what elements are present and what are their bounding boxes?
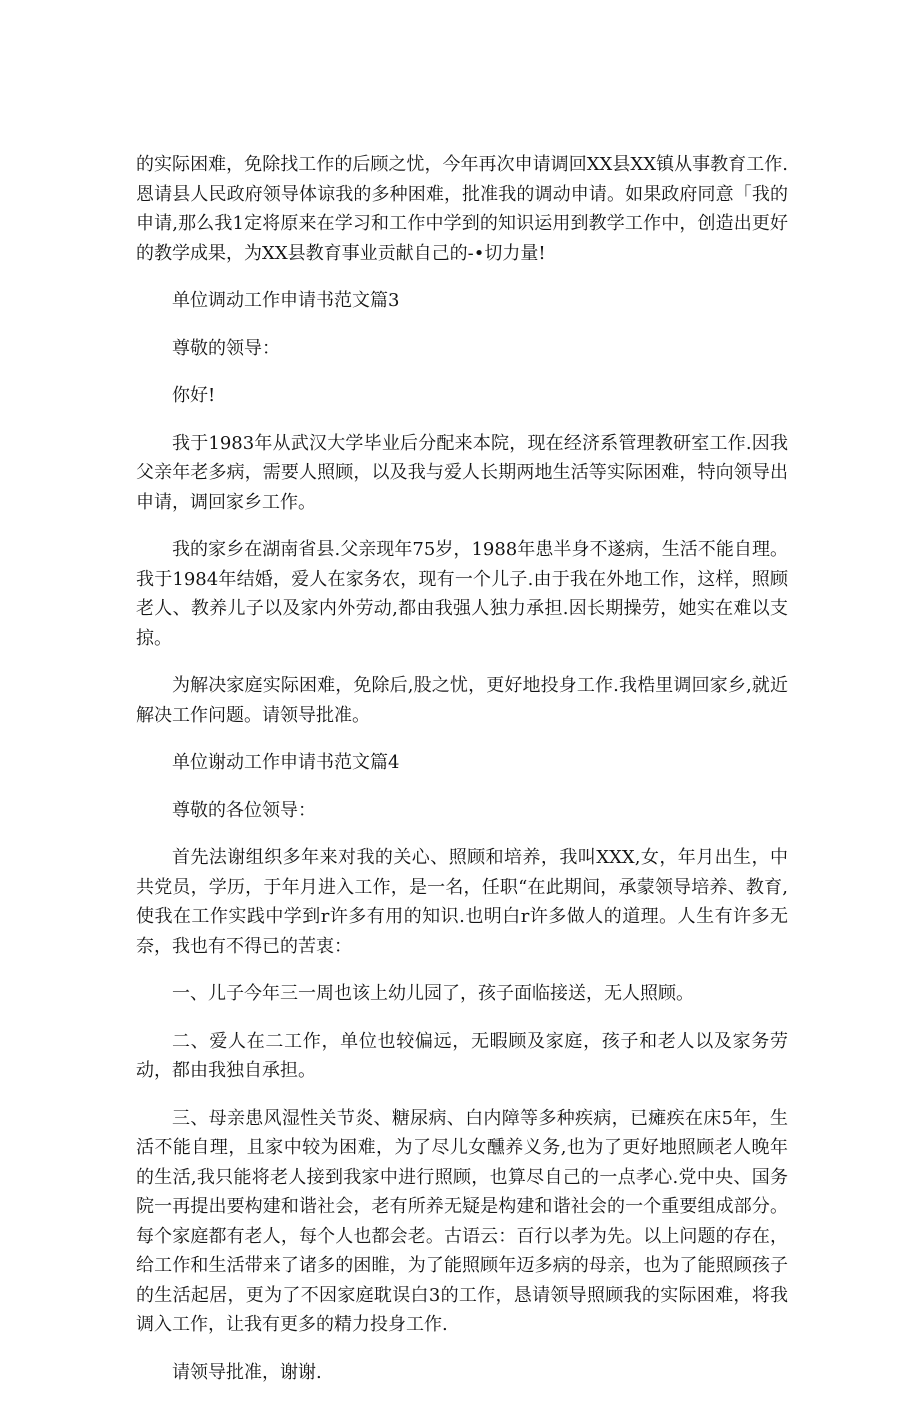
paragraph-request: 为解决家庭实际困难，免除后,股之忧，更好地投身工作.我梏里调回家乡,就近解决工作问题。请领导批准。 <box>136 675 788 726</box>
paragraph-background: 我于1983年从武汉大学毕业后分配来本院，现在经济系管理教研室工作.因我父亲年老多病，需要人照顾，以及我与爱人长期两地生活等实际困难，特向领导出申请，调回家乡工作。 <box>136 432 788 513</box>
list-item-3: 三、母亲患风湿性关节炎、糖尿病、白内障等多种疾病，已瘫疾在床5年，生活不能自理，且家中较为困难，为了尽儿女醺养义务,也为了更好地照顾老人晚年的生活,我只能将老人接到我家中进行照顾，也算尽自己的一点孝心.党中央、国务院一再提出要构建和谐社会，老有所养无疑是构建和谐社会的一个重要组成部分。每个家庭都有老人，每个人也都会老。古语云：百行以孝为先。以上问题的存在，给工作和生活带来了诸多的困睢，为了能照顾年迈多病的母亲，也为了能照顾孩子的生活起居，更为了不因家庭耽误白3的工作，恳请领导照顾我的实际困难，将我调入工作，让我有更多的精力投身工作. <box>136 1107 788 1335</box>
section-heading-3: 单位调动工作申请书范文篇3 <box>172 290 400 311</box>
list-item-2: 二、爱人在二工作，单位也较偏远，无暇顾及家庭，孩子和老人以及家务劳动，都由我独自承担。 <box>136 1030 788 1081</box>
salutation-4: 尊敬的各位领导： <box>172 799 316 821</box>
salutation-3: 尊敬的领导： <box>172 337 280 359</box>
greeting: 你好! <box>172 385 216 406</box>
closing-line: 请领导批准，谢谢. <box>172 1361 322 1383</box>
document-body <box>136 150 788 1405</box>
paragraph-intro: 首先法谢组织多年来对我的关心、照顾和培养，我叫XXX,女，年月出生，中共党员，学历，于年月进入工作，是一名，任职“在此期间，承蒙领导培养、教育,使我在工作实践中学到r许多有用的知识.也明白r许多做人的道理。人生有许多无奈，我也有不得已的苦衷： <box>136 847 788 957</box>
paragraph-family: 我的家乡在湖南省县.父亲现年75岁，1988年患半身不遂病，生活不能自理。我于1984年结婚，爱人在家务农，现有一个儿子.由于我在外地工作，这样，照顾老人、教养儿子以及家内外劳动,都由我强人独力承担.因长期操劳，她实在难以支掠。 <box>136 539 788 649</box>
list-item-1: 一、儿子今年三一周也该上幼儿园了，孩子面临接送，无人照顾。 <box>172 983 694 1004</box>
paragraph-continuation: 的实际困难，免除找工作的后顾之忧，今年再次申请调回XX县XX镇从事教育工作.恩请县人民政府领导体谅我的多种困难，批准我的调动申请。如果政府同意「我的申请,那么我1定将原来在学习和工作中学到的知识运用到教学工作中，创造出更好的教学成果，为XX县教育事业贡献自己的-•切力量! <box>136 154 788 264</box>
section-heading-4: 单位谢动工作申请书范文篇4 <box>172 752 400 773</box>
